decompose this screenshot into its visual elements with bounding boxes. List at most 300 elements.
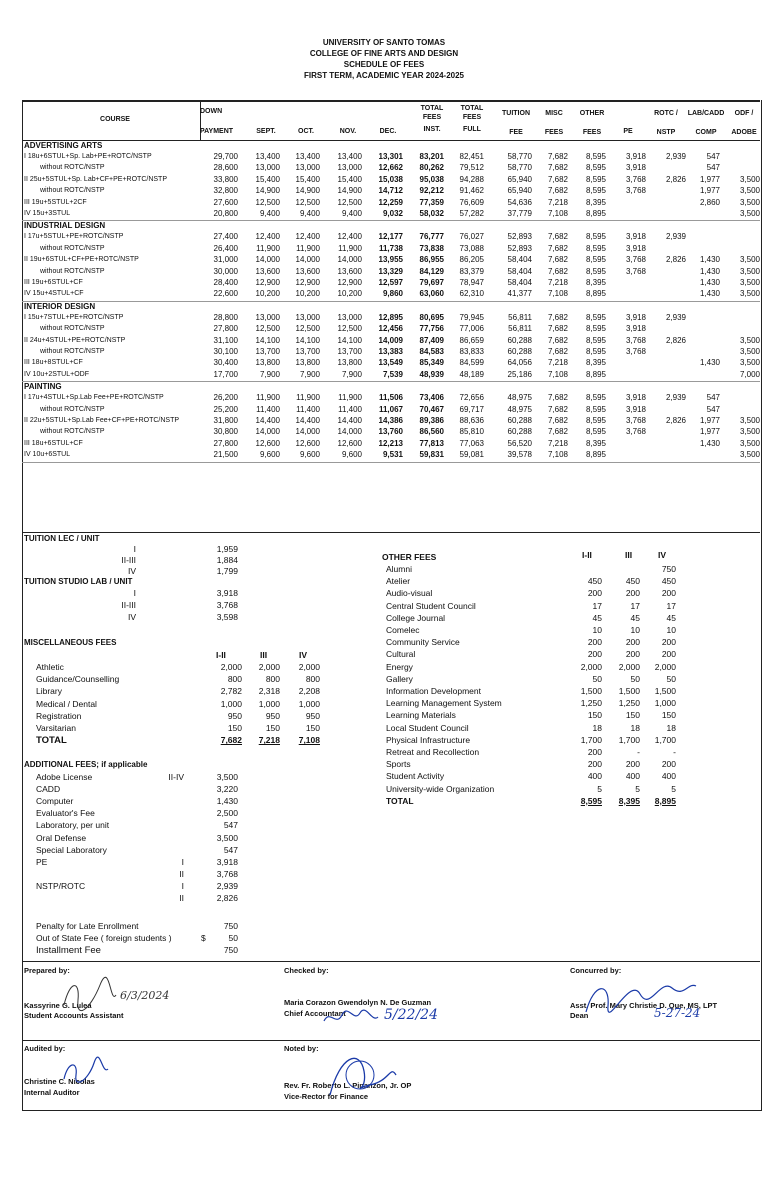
fee-cell: 13,700 [295, 347, 320, 356]
other-fee-label: Comelec [386, 625, 420, 635]
additional-fee-level: II-IV [168, 772, 184, 782]
other-fee-value: 200 [625, 637, 640, 648]
col-odf: ODF / ADOBE [731, 110, 757, 136]
fee-cell: 29,700 [213, 152, 238, 161]
other-fee-value: 5 [635, 783, 640, 794]
course-name: without ROTC/NSTP [40, 405, 105, 413]
table-row [22, 208, 760, 220]
tuition-lec-value: 1,959 [216, 544, 238, 554]
fee-cell: 14,900 [255, 186, 280, 196]
fee-cell: 8,595 [585, 174, 606, 184]
section-divider [22, 301, 760, 302]
checked-date: 5/22/24 [384, 1007, 438, 1023]
fee-cell: 85,810 [459, 427, 484, 437]
other-fee-value: 200 [587, 759, 602, 770]
additional-fee-level: II [179, 893, 184, 903]
additional-fee-label: PE [36, 856, 48, 867]
document-title: SCHEDULE OF FEES [343, 60, 425, 69]
fee-cell: 2,939 [665, 312, 686, 322]
course-name: without ROTC/NSTP [40, 348, 105, 355]
col-payment: PAYMENT [200, 128, 234, 135]
misc-head: I-II [216, 650, 226, 660]
other-fee-value: 1,700 [618, 734, 640, 745]
fee-cell: 1,977 [699, 186, 720, 196]
checked-by-title: Chief Accountant [284, 1009, 346, 1018]
tuition-studio-title: TUITION STUDIO LAB / UNIT [24, 577, 133, 586]
fee-cell: 3,918 [625, 232, 646, 242]
additional-fee-label: NSTP/ROTC [36, 880, 86, 891]
col-course: COURSE [100, 116, 130, 123]
fee-cell: 15,400 [255, 174, 280, 184]
misc-fee-label: Registration [36, 710, 82, 721]
section-title: ADVERTISING ARTS [24, 141, 103, 150]
course-name: IV 10u+2STUL+ODF [24, 370, 89, 378]
fee-cell: 3,500 [739, 358, 760, 368]
fee-cell: 12,400 [337, 232, 362, 242]
fee-cell: 59,831 [419, 450, 444, 460]
col-other: OTHER FEES [579, 110, 605, 136]
university-name: UNIVERSITY OF SANTO TOMAS [322, 38, 446, 47]
col-rotc: ROTC / NSTP [654, 110, 678, 136]
fee-cell: 7,108 [547, 289, 568, 299]
fee-cell: 8,395 [585, 278, 606, 287]
fee-cell: 58,770 [507, 152, 532, 161]
fee-cell: 56,811 [508, 324, 532, 334]
installment-value: 750 [223, 945, 238, 955]
fee-cell: 48,975 [507, 393, 532, 403]
fee-cell: 8,395 [585, 197, 606, 207]
table-row [22, 254, 760, 266]
fee-cell: 1,430 [699, 278, 720, 287]
fee-cell: 89,386 [419, 416, 444, 425]
fee-cell: 2,939 [665, 232, 686, 242]
other-fee-value: 10 [592, 625, 602, 635]
additional-fee-label: Oral Defense [36, 832, 87, 843]
course-name: without ROTC/NSTP [40, 164, 105, 172]
fee-cell: 7,108 [547, 369, 568, 379]
fee-cell: 3,918 [625, 324, 646, 334]
tuition-studio-level: I [133, 588, 136, 598]
other-fee-value: 1,250 [580, 698, 602, 709]
fee-cell: 1,430 [699, 438, 720, 448]
other-fee-value: 45 [592, 612, 602, 623]
other-fee-label: Physical Infrastructure [386, 734, 471, 745]
tuition-lec-value: 1,884 [216, 555, 238, 565]
other-fee-label: Information Development [386, 686, 481, 696]
course-name: IV 10u+6STUL [24, 451, 71, 459]
noted-by-title: Vice-Rector for Finance [284, 1092, 369, 1101]
fee-cell: 58,404 [507, 255, 532, 265]
fee-cell: 9,400 [259, 209, 280, 218]
other-fee-value: 1,500 [618, 686, 640, 696]
fee-cell: 13,600 [337, 266, 362, 276]
fee-cell: 26,400 [213, 243, 238, 253]
fee-cell: 2,826 [665, 416, 686, 425]
concurred-date: 5-27-24 [654, 1006, 701, 1020]
other-head: I-II [582, 550, 592, 560]
fee-cell: 2,826 [665, 174, 686, 184]
fee-cell: 12,259 [378, 197, 403, 207]
fee-cell: 84,583 [419, 347, 444, 356]
fee-cell: 14,900 [337, 186, 362, 196]
fee-cell: 31,800 [213, 416, 238, 425]
tuition-studio-value: 3,918 [216, 588, 238, 598]
table-row [22, 231, 760, 243]
course-name: I 15u+7STUL+PE+ROTC/NSTP [24, 313, 124, 321]
fee-cell: 86,560 [419, 427, 444, 437]
fee-cell: 7,682 [547, 312, 568, 322]
col-lab: LAB/CADD COMP [687, 110, 725, 136]
other-fee-value: 50 [592, 673, 602, 684]
other-fee-value: 50 [666, 673, 676, 684]
fee-cell: 8,595 [585, 163, 606, 173]
fee-cell: 48,189 [459, 369, 484, 379]
prepared-by-name: Kassyrine G. Lulea [24, 1001, 92, 1010]
fee-cell: 85,349 [419, 358, 444, 368]
fee-cell: 3,500 [739, 335, 760, 345]
fee-cell: 12,500 [295, 197, 320, 207]
fee-cell: 11,900 [338, 393, 362, 403]
additional-fees-title: ADDITIONAL FEES; if applicable [24, 760, 148, 769]
fee-cell: 8,595 [585, 312, 606, 322]
course-name: II 25u+5STUL+Sp. Lab+CF+PE+ROTC/NSTP [24, 175, 167, 183]
additional-fee-value: 3,500 [216, 832, 238, 843]
fee-cell: 83,833 [459, 347, 484, 356]
fee-cell: 8,895 [585, 450, 606, 460]
section-title: INTERIOR DESIGN [24, 301, 96, 311]
additional-fee-level: I [181, 880, 184, 891]
other-fee-label: Atelier [386, 576, 411, 587]
misc-fee-value: 800 [305, 674, 320, 685]
fee-cell: 54,636 [507, 197, 532, 207]
misc-head: III [260, 650, 268, 660]
fee-cell: 12,500 [255, 197, 280, 207]
course-name: without ROTC/NSTP [40, 244, 105, 252]
other-fee-value: 200 [661, 649, 676, 660]
additional-fee-value: 2,826 [216, 893, 238, 903]
fee-cell: 73,406 [419, 393, 444, 403]
fee-cell: 1,977 [699, 427, 720, 437]
misc-fee-value: 1,000 [258, 698, 280, 709]
fee-cell: 92,212 [419, 186, 444, 196]
fee-cell: 30,400 [213, 358, 238, 368]
fee-cell: 8,595 [585, 335, 606, 345]
other-fee-value: 200 [587, 637, 602, 648]
fee-cell: 64,056 [507, 358, 532, 368]
misc-fee-value: 2,318 [258, 686, 280, 697]
other-fee-value: 2,000 [654, 661, 676, 672]
fee-cell: 3,768 [625, 186, 646, 196]
fee-cell: 7,682 [547, 163, 568, 173]
course-name: III 19u+5STUL+2CF [24, 198, 87, 206]
fee-cell: 86,205 [459, 255, 484, 265]
other-fee-label: Sports [386, 759, 411, 770]
fee-cell: 7,539 [382, 369, 403, 379]
fee-cell: 7,218 [547, 438, 568, 448]
fee-cell: 77,006 [459, 324, 484, 334]
table-row [22, 243, 760, 255]
tuition-studio-value: 3,768 [216, 600, 238, 610]
fee-cell: 9,400 [299, 209, 320, 218]
fee-cell: 17,700 [213, 369, 238, 379]
tuition-studio-level: IV [127, 612, 136, 622]
audited-signature-icon [60, 1055, 110, 1085]
table-row [22, 277, 760, 289]
fee-cell: 88,636 [459, 416, 484, 425]
fee-cell: 11,400 [256, 404, 280, 414]
fee-cell: 14,712 [378, 186, 403, 196]
noted-by-label: Noted by: [284, 1044, 319, 1053]
fee-cell: 8,595 [585, 243, 606, 253]
other-fee-value: 5 [597, 783, 602, 794]
fee-cell: 3,500 [739, 255, 760, 265]
fee-cell: 14,000 [255, 255, 280, 265]
fee-cell: 11,900 [296, 243, 320, 253]
additional-fee-value: 547 [223, 844, 238, 855]
out-of-state-value: 50 [228, 933, 238, 943]
misc-fee-label: Athletic [36, 662, 64, 672]
penalty-label: Penalty for Late Enrollment [36, 921, 139, 931]
other-fee-label: Alumni [386, 564, 412, 574]
fee-cell: 7,000 [739, 369, 760, 379]
fee-cell: 3,500 [739, 416, 760, 425]
concurred-by-label: Concurred by: [570, 966, 622, 975]
fee-cell: 31,100 [213, 335, 238, 345]
fee-cell: 11,900 [338, 243, 362, 253]
fee-cell: 65,940 [507, 186, 532, 196]
fee-cell: 8,395 [585, 358, 606, 368]
other-fee-label: College Journal [386, 612, 446, 623]
other-total-value: 8,595 [580, 795, 602, 806]
section-title: PAINTING [24, 382, 62, 392]
other-fee-value: 5 [671, 783, 676, 794]
fee-cell: 7,682 [547, 335, 568, 345]
misc-fee-value: 2,000 [298, 662, 320, 672]
fee-cell: 78,947 [459, 278, 484, 287]
other-fee-value: 750 [661, 564, 676, 574]
fee-cell: 3,500 [739, 197, 760, 207]
fee-cell: 14,400 [255, 416, 280, 425]
other-fee-value: 18 [630, 722, 640, 733]
other-fee-value: 450 [625, 576, 640, 587]
course-name: III 18u+6STUL+CF [24, 439, 83, 447]
fee-cell: 7,682 [547, 186, 568, 196]
other-fee-value: 10 [630, 625, 640, 635]
fee-cell: 7,682 [547, 174, 568, 184]
fee-cell: 8,595 [585, 255, 606, 265]
fee-cell: 13,700 [255, 347, 280, 356]
fee-cell: 33,800 [213, 174, 238, 184]
table-row [22, 357, 760, 369]
additional-fee-label: Adobe License [36, 772, 93, 782]
misc-fee-value: 800 [227, 674, 242, 685]
fee-cell: 73,088 [459, 243, 484, 253]
header-bottom-rule [22, 140, 760, 141]
fee-cell: 86,955 [419, 255, 444, 265]
additional-fee-value: 547 [223, 820, 238, 831]
tuition-lec-level: I [133, 544, 136, 554]
fee-cell: 82,451 [459, 152, 484, 161]
other-fee-value: 1,500 [654, 686, 676, 696]
fee-cell: 14,386 [378, 416, 403, 425]
course-name: II 24u+4STUL+PE+ROTC/NSTP [24, 336, 126, 344]
fee-cell: 72,656 [459, 393, 484, 403]
other-fee-value: 50 [630, 673, 640, 684]
fee-cell: 3,768 [625, 266, 646, 276]
fee-cell: 31,000 [213, 255, 238, 265]
fee-cell: 7,682 [547, 232, 568, 242]
fee-cell: 12,597 [378, 278, 403, 287]
audited-by-name: Christine C. Nicolas [24, 1077, 95, 1086]
fee-cell: 13,000 [295, 163, 320, 173]
misc-total-value: 7,108 [298, 735, 320, 746]
fee-cell: 69,717 [459, 404, 484, 414]
fee-cell: 30,000 [213, 266, 238, 276]
additional-fee-value: 3,768 [216, 868, 238, 879]
fee-cell: 84,599 [459, 358, 484, 368]
fee-cell: 15,400 [337, 174, 362, 184]
fee-cell: 13,329 [378, 266, 403, 276]
col-oct: OCT. [298, 128, 314, 135]
tuition-lec-value: 1,799 [216, 566, 238, 576]
fee-cell: 3,500 [739, 347, 760, 356]
fee-cell: 12,177 [378, 232, 403, 242]
fee-cell: 30,100 [213, 347, 238, 356]
other-fee-label: Gallery [386, 673, 413, 684]
fee-cell: 3,918 [625, 152, 646, 161]
fee-cell: 25,200 [213, 404, 238, 414]
fee-cell: 10,200 [255, 289, 280, 299]
fee-cell: 13,600 [255, 266, 280, 276]
other-fee-value: - [673, 747, 676, 757]
misc-fee-label: Guidance/Counselling [36, 674, 120, 685]
fee-cell: 7,682 [547, 404, 568, 414]
fee-cell: 7,218 [547, 278, 568, 287]
other-total-label: TOTAL [386, 795, 414, 806]
course-name: without ROTC/NSTP [40, 325, 105, 333]
table-row [22, 185, 760, 197]
misc-fee-value: 800 [265, 674, 280, 685]
fee-cell: 60,288 [507, 335, 532, 345]
fee-cell: 7,682 [547, 266, 568, 276]
fee-cell: 28,600 [213, 163, 238, 173]
fee-cell: 11,738 [378, 243, 403, 253]
additional-fee-level: II [179, 868, 184, 879]
fee-cell: 3,768 [625, 347, 646, 356]
course-name: I 17u+4STUL+Sp.Lab Fee+PE+ROTC/NSTP [24, 394, 164, 402]
table-row [22, 449, 760, 461]
other-fee-value: 18 [666, 722, 676, 733]
course-name: III 19u+6STUL+CF [24, 279, 83, 286]
fee-cell: 2,826 [665, 335, 686, 345]
col-down: DOWN [200, 108, 223, 115]
other-fee-value: 200 [625, 588, 640, 599]
audited-by-label: Audited by: [24, 1044, 66, 1053]
fee-cell: 83,379 [459, 266, 484, 276]
fee-cell: 8,595 [585, 324, 606, 334]
misc-fees-title: MISCELLANEOUS FEES [24, 638, 117, 647]
fee-cell: 80,695 [419, 312, 444, 322]
other-fee-value: 400 [661, 771, 676, 782]
fee-cell: 15,038 [378, 174, 403, 184]
other-fee-value: 2,000 [618, 661, 640, 672]
fee-cell: 76,777 [419, 232, 444, 242]
concurred-by-title: Dean [570, 1011, 589, 1020]
fee-cell: 14,000 [337, 427, 362, 437]
fee-cell: 12,400 [255, 232, 280, 242]
fee-cell: 3,918 [625, 404, 646, 414]
fee-cell: 3,500 [739, 186, 760, 196]
fee-cell: 12,900 [255, 278, 280, 287]
noted-signature-icon [320, 1045, 400, 1105]
fee-cell: 15,400 [295, 174, 320, 184]
fee-cell: 32,800 [213, 186, 238, 196]
fee-cell: 9,860 [382, 289, 403, 299]
fee-cell: 60,288 [507, 416, 532, 425]
fee-cell: 12,213 [378, 438, 403, 448]
fee-cell: 3,500 [739, 266, 760, 276]
fee-cell: 22,600 [213, 289, 238, 299]
other-fee-value: 400 [625, 771, 640, 782]
fee-cell: 547 [706, 152, 720, 161]
misc-fee-value: 1,000 [220, 698, 242, 709]
misc-total-value: 7,218 [258, 735, 280, 746]
table-row [22, 335, 760, 347]
fee-cell: 12,600 [295, 438, 320, 448]
fee-cell: 14,000 [255, 427, 280, 437]
fee-cell: 7,682 [547, 324, 568, 334]
other-head: III [625, 550, 633, 560]
misc-fee-value: 950 [227, 710, 242, 721]
fee-cell: 1,977 [699, 416, 720, 425]
other-fee-label: Energy [386, 661, 413, 672]
fee-cell: 41,377 [507, 289, 532, 299]
fee-cell: 547 [706, 404, 720, 414]
fee-cell: 3,768 [625, 174, 646, 184]
other-fee-label: University-wide Organization [386, 783, 495, 794]
fee-cell: 9,600 [299, 450, 320, 460]
fee-cell: 1,430 [699, 266, 720, 276]
fee-cell: 91,462 [459, 186, 484, 196]
other-fee-value: 200 [587, 588, 602, 599]
col-pe: PE [623, 128, 633, 135]
fee-cell: 14,009 [378, 335, 403, 345]
fee-cell: 28,400 [213, 278, 238, 287]
table-row [22, 404, 760, 416]
fee-cell: 14,100 [337, 335, 362, 345]
misc-fee-label: Varsitarian [36, 723, 76, 733]
fee-cell: 39,578 [507, 450, 532, 460]
misc-total-label: TOTAL [36, 735, 67, 747]
fee-cell: 60,288 [507, 347, 532, 356]
fee-cell: 58,032 [419, 209, 444, 218]
course-name: IV 15u+3STUL [24, 210, 71, 217]
fee-cell: 76,609 [459, 197, 484, 207]
misc-fee-value: 950 [305, 710, 320, 721]
fee-cell: 12,900 [295, 278, 320, 287]
fee-cell: 8,595 [585, 347, 606, 356]
fee-cell: 1,977 [699, 174, 720, 184]
concurred-signature-icon [580, 972, 700, 1022]
fee-cell: 7,682 [547, 427, 568, 437]
fee-cell: 7,218 [547, 358, 568, 368]
other-total-value: 8,895 [654, 795, 676, 806]
section-title: INDUSTRIAL DESIGN [24, 221, 106, 231]
fee-cell: 11,900 [256, 243, 280, 253]
fee-cell: 94,288 [459, 174, 484, 184]
fee-cell: 13,600 [295, 266, 320, 276]
fee-cell: 8,595 [585, 266, 606, 276]
